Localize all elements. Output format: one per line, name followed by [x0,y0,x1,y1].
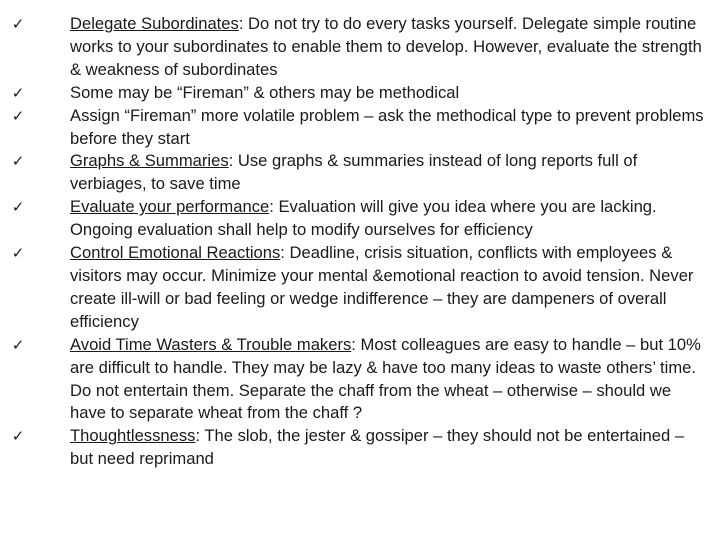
checkmark-icon: ✓ [11,83,25,102]
bullet-text: Some may be “Fireman” & others may be methodical [70,82,460,102]
bullet-item [8,425,704,471]
bullet-item [8,150,704,196]
bullet-heading: Control Emotional Reactions [70,243,281,263]
bullet-item [8,105,704,151]
checkmark-icon: ✓ [11,335,25,354]
checkmark-icon: ✓ [11,244,25,263]
bullet-heading: Thoughtlessness [70,426,196,446]
bullet-text: : The slob, the jester & gossiper – they should not be entertained – but need reprimand [70,426,685,469]
bullet-text: : Evaluation will give you idea where you are lacking. Ongoing evaluation shall help to modify ourselves for efficiency [70,197,657,240]
checkmark-icon: ✓ [11,427,25,446]
checkmark-icon: ✓ [11,198,25,217]
bullet-item [8,334,704,426]
bullet-text: : Use graphs & summaries instead of long reports full of verbiages, to save time [70,151,638,194]
bullet-item [8,82,704,105]
bullet-text: : Deadline, crisis situation, conflicts with employees & visitors may occur. Minimize your mental &emotional reaction to avoid tension. Never create ill-will or bad feeling or wedge indifference – they are dampeners of overall efficiency [70,243,694,331]
bullet-text: Assign “Fireman” more volatile problem – ask the methodical type to prevent problems before they start [70,105,704,148]
bullet-heading: Graphs & Summaries [70,151,229,171]
bullet-text: : Most colleagues are easy to handle – but 10% are difficult to handle. They may be lazy & have too many ideas to waste others’ time. Do not entertain them. Separate the chaff from the wheat – otherwise – should we have to separate wheat from the chaff ? [70,334,701,423]
checkmark-icon: ✓ [11,106,25,125]
bullet-heading: Evaluate your performance [70,197,270,217]
bullet-text: : Do not try to do every tasks yourself. Delegate simple routine works to your subordinates to enable them to develop. However, evaluate the strength & weakness of subordinates [70,14,702,79]
checkmark-icon: ✓ [11,15,25,33]
bullet-item [8,242,704,334]
bullet-heading: Avoid Time Wasters & Trouble makers [70,334,352,354]
checkmark-icon: ✓ [11,152,25,171]
bullet-list [8,13,704,471]
bullet-item [8,13,704,82]
bullet-heading: Delegate Subordinates [70,14,239,33]
bullet-item [8,196,704,242]
